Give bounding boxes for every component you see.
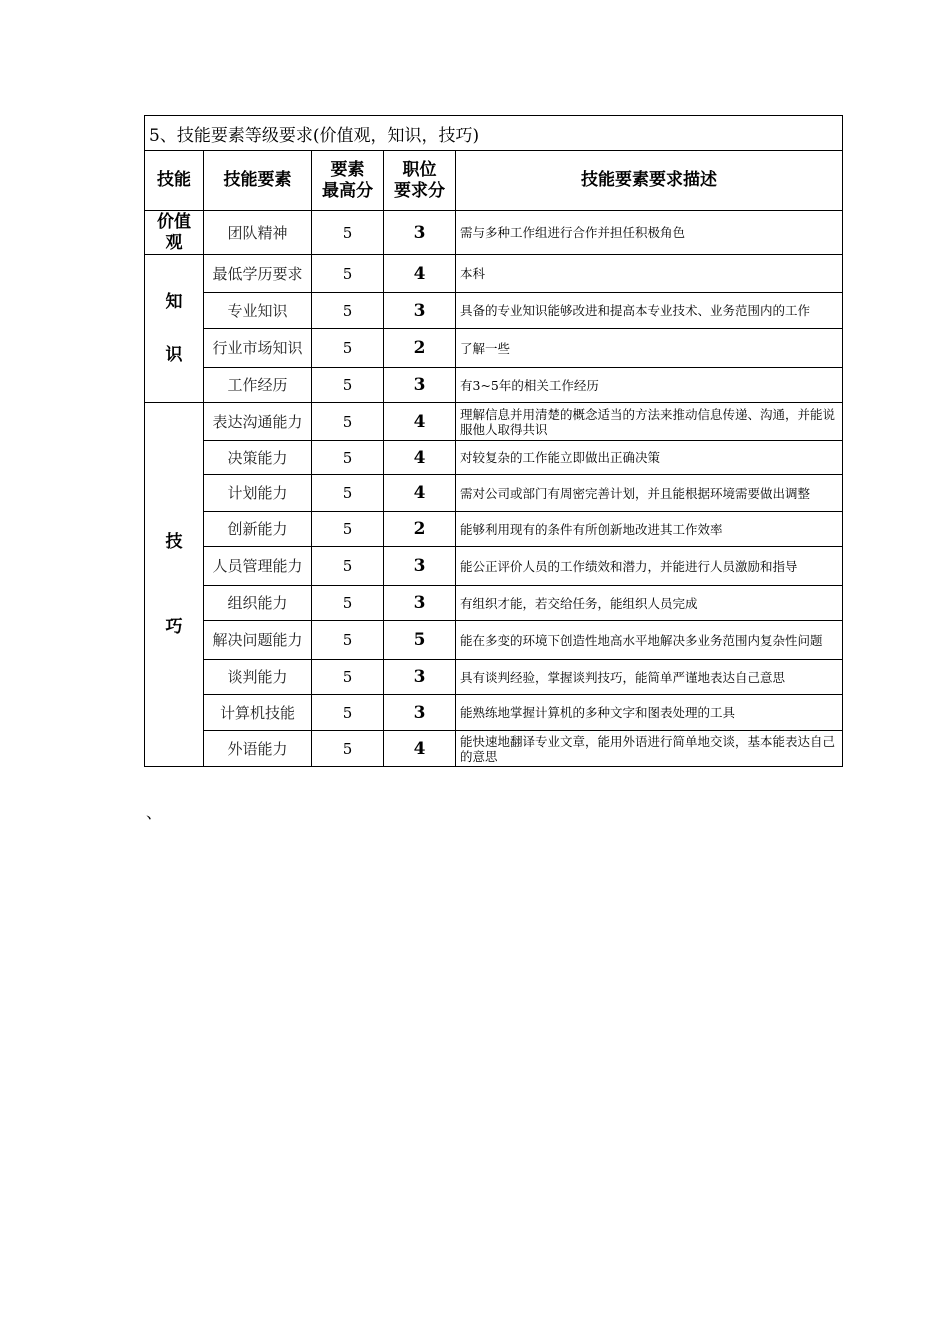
max-score-cell: 5 bbox=[312, 660, 384, 695]
table-row bbox=[145, 211, 843, 255]
required-score-cell: 3 bbox=[384, 211, 456, 255]
element-cell: 行业市场知识 bbox=[204, 329, 312, 368]
category-label-line: 巧 bbox=[165, 616, 183, 637]
description-cell: 本科 bbox=[456, 255, 843, 293]
category-label-line: 技 bbox=[165, 531, 183, 552]
category-label-line: 观 bbox=[165, 232, 183, 253]
element-cell: 团队精神 bbox=[204, 211, 312, 255]
required-score-cell: 4 bbox=[384, 255, 456, 293]
description-cell: 需与多种工作组进行合作并担任积极角色 bbox=[456, 211, 843, 255]
max-score-cell: 5 bbox=[312, 475, 384, 512]
category-label bbox=[149, 292, 199, 366]
max-score-cell: 5 bbox=[312, 441, 384, 475]
category-cell bbox=[145, 403, 204, 767]
max-score-cell: 5 bbox=[312, 621, 384, 660]
table-row bbox=[145, 329, 843, 368]
description-cell: 能快速地翻译专业文章，能用外语进行简单地交谈，基本能表达自己的意思 bbox=[456, 731, 843, 767]
table-body bbox=[145, 211, 843, 767]
element-cell: 解决问题能力 bbox=[204, 621, 312, 660]
element-cell: 外语能力 bbox=[204, 731, 312, 767]
required-score-cell: 4 bbox=[384, 441, 456, 475]
required-score-cell: 4 bbox=[384, 403, 456, 441]
description-cell: 能够利用现有的条件有所创新地改进其工作效率 bbox=[456, 512, 843, 547]
table-row bbox=[145, 621, 843, 660]
max-score-cell: 5 bbox=[312, 403, 384, 441]
table-row bbox=[145, 441, 843, 475]
required-score-cell: 3 bbox=[384, 547, 456, 586]
description-cell: 有组织才能，若交给任务，能组织人员完成 bbox=[456, 586, 843, 621]
element-cell: 计算机技能 bbox=[204, 695, 312, 731]
required-score-cell: 4 bbox=[384, 475, 456, 512]
description-cell: 有3~5年的相关工作经历 bbox=[456, 368, 843, 403]
header-element: 技能要素 bbox=[204, 151, 312, 211]
required-score-cell: 3 bbox=[384, 368, 456, 403]
description-cell: 了解一些 bbox=[456, 329, 843, 368]
max-score-cell: 5 bbox=[312, 512, 384, 547]
header-skill: 技能 bbox=[145, 151, 204, 211]
required-score-cell: 5 bbox=[384, 621, 456, 660]
header-max-score-line2: 最高分 bbox=[322, 180, 373, 201]
description-cell: 对较复杂的工作能立即做出正确决策 bbox=[456, 441, 843, 475]
max-score-cell: 5 bbox=[312, 731, 384, 767]
skill-requirements-table bbox=[144, 115, 843, 767]
element-cell: 最低学历要求 bbox=[204, 255, 312, 293]
element-cell: 决策能力 bbox=[204, 441, 312, 475]
element-cell: 工作经历 bbox=[204, 368, 312, 403]
required-score-cell: 3 bbox=[384, 293, 456, 329]
element-cell: 计划能力 bbox=[204, 475, 312, 512]
element-cell: 专业知识 bbox=[204, 293, 312, 329]
table-row bbox=[145, 586, 843, 621]
element-cell: 人员管理能力 bbox=[204, 547, 312, 586]
header-description: 技能要素要求描述 bbox=[456, 151, 843, 211]
description-cell: 能公正评价人员的工作绩效和潜力，并能进行人员激励和指导 bbox=[456, 547, 843, 586]
element-cell: 创新能力 bbox=[204, 512, 312, 547]
max-score-cell: 5 bbox=[312, 293, 384, 329]
table-header-row bbox=[145, 151, 843, 211]
table-row bbox=[145, 403, 843, 441]
max-score-cell: 5 bbox=[312, 255, 384, 293]
element-cell: 表达沟通能力 bbox=[204, 403, 312, 441]
category-label-line: 价值 bbox=[157, 211, 191, 232]
description-cell: 具有谈判经验，掌握谈判技巧，能简单严谨地表达自己意思 bbox=[456, 660, 843, 695]
max-score-cell: 5 bbox=[312, 586, 384, 621]
category-label bbox=[149, 212, 199, 254]
max-score-cell: 5 bbox=[312, 329, 384, 368]
category-cell bbox=[145, 255, 204, 403]
trailing-mark: 、 bbox=[146, 803, 163, 822]
category-label-line: 知 bbox=[165, 291, 183, 312]
table-row bbox=[145, 368, 843, 403]
element-cell: 组织能力 bbox=[204, 586, 312, 621]
required-score-cell: 3 bbox=[384, 660, 456, 695]
description-cell: 能熟练地掌握计算机的多种文字和图表处理的工具 bbox=[456, 695, 843, 731]
header-required-score-line1: 职位 bbox=[402, 159, 437, 180]
category-label-line: 识 bbox=[165, 344, 183, 365]
category-label bbox=[149, 532, 199, 638]
required-score-cell: 2 bbox=[384, 329, 456, 368]
description-cell: 具备的专业知识能够改进和提高本专业技术、业务范围内的工作 bbox=[456, 293, 843, 329]
max-score-cell: 5 bbox=[312, 547, 384, 586]
header-max-score-line1: 要素 bbox=[330, 159, 365, 180]
header-required-score-line2: 要求分 bbox=[394, 180, 445, 201]
table-row bbox=[145, 512, 843, 547]
max-score-cell: 5 bbox=[312, 695, 384, 731]
table-row bbox=[145, 731, 843, 767]
table-row bbox=[145, 255, 843, 293]
required-score-cell: 3 bbox=[384, 586, 456, 621]
table-caption-row bbox=[145, 116, 843, 151]
max-score-cell: 5 bbox=[312, 211, 384, 255]
table-caption: 5、技能要素等级要求(价值观，知识，技巧) bbox=[145, 116, 843, 151]
description-cell: 需对公司或部门有周密完善计划，并且能根据环境需要做出调整 bbox=[456, 475, 843, 512]
required-score-cell: 2 bbox=[384, 512, 456, 547]
table-row bbox=[145, 547, 843, 586]
description-cell: 能在多变的环境下创造性地高水平地解决多业务范围内复杂性问题 bbox=[456, 621, 843, 660]
header-max-score bbox=[312, 151, 384, 211]
required-score-cell: 4 bbox=[384, 731, 456, 767]
table-row bbox=[145, 293, 843, 329]
required-score-cell: 3 bbox=[384, 695, 456, 731]
category-cell bbox=[145, 211, 204, 255]
header-required-score bbox=[384, 151, 456, 211]
table-row bbox=[145, 695, 843, 731]
table-row bbox=[145, 660, 843, 695]
max-score-cell: 5 bbox=[312, 368, 384, 403]
table-row bbox=[145, 475, 843, 512]
element-cell: 谈判能力 bbox=[204, 660, 312, 695]
description-cell: 理解信息并用清楚的概念适当的方法来推动信息传递、沟通，并能说服他人取得共识 bbox=[456, 403, 843, 441]
